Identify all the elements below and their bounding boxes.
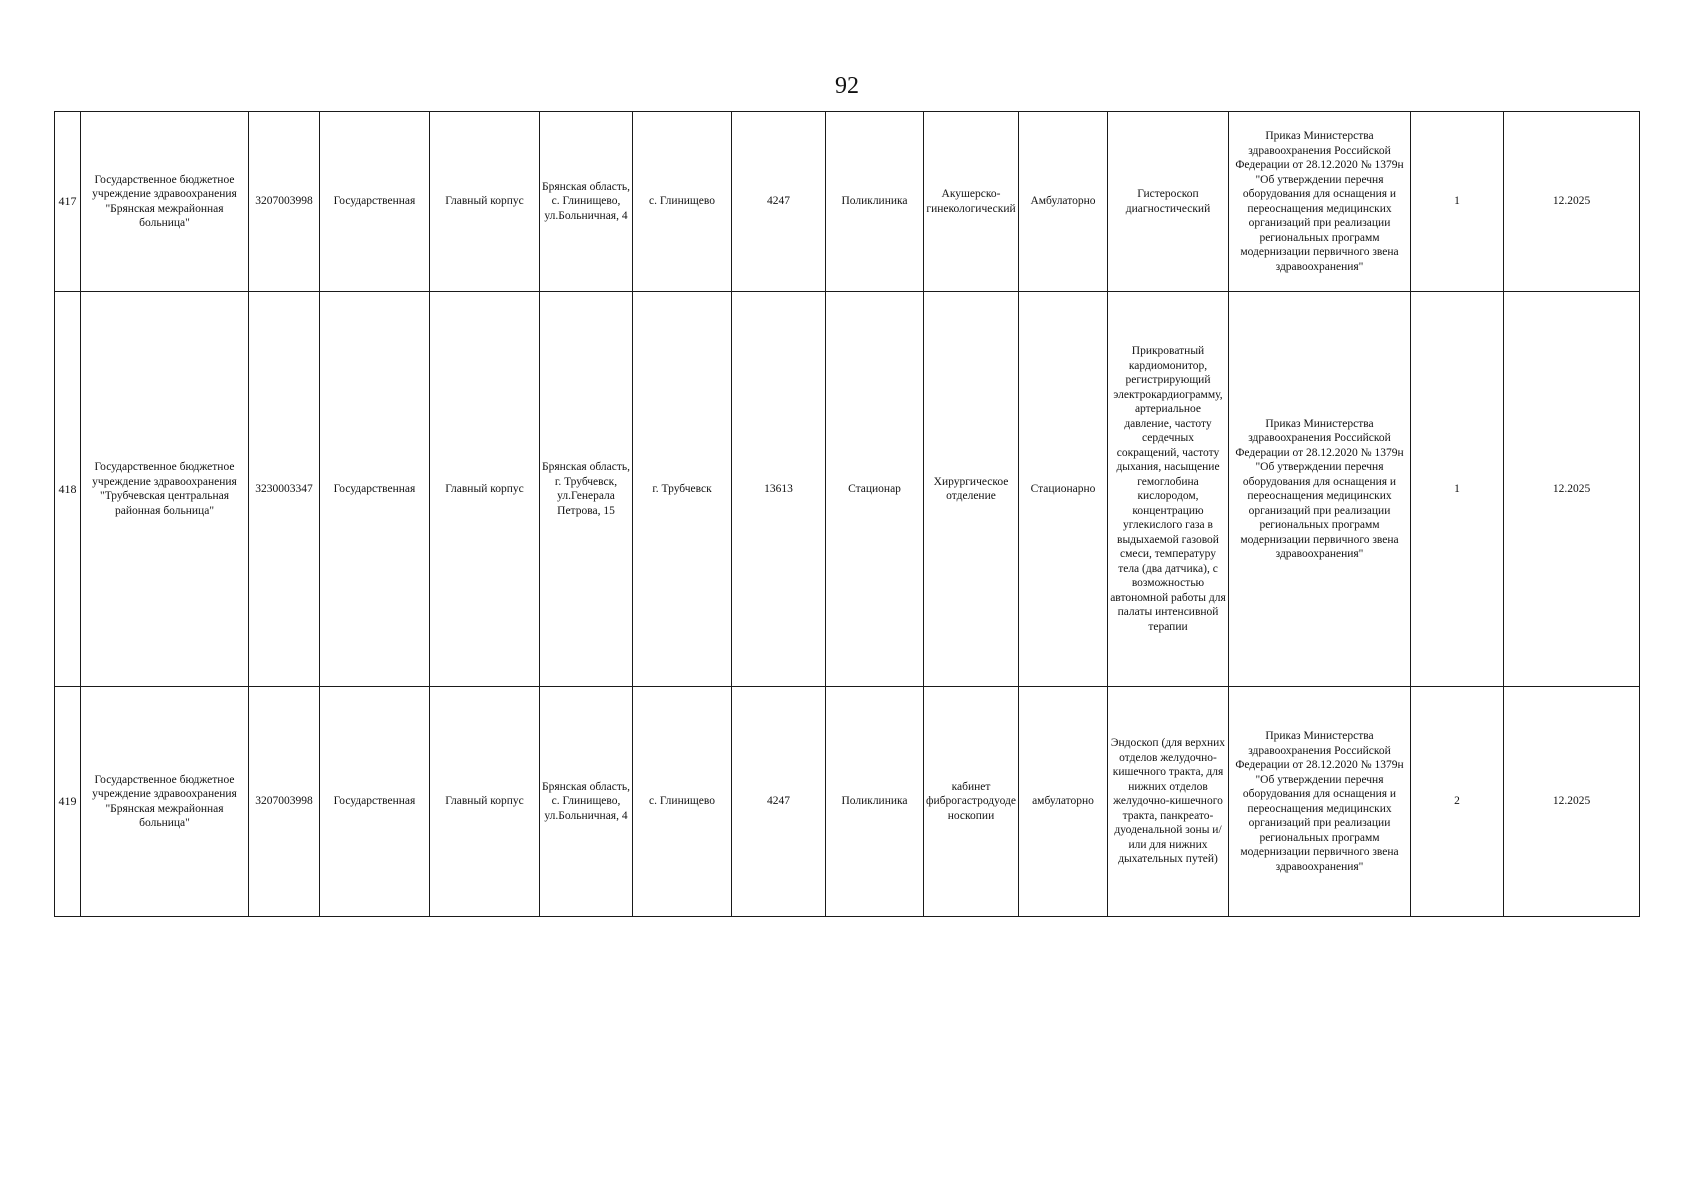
locality-cell: г. Трубчевск	[633, 292, 732, 687]
inn-cell: 3207003998	[249, 687, 320, 917]
table-row	[55, 292, 1640, 687]
department-cell: Хирургическое отделение	[924, 292, 1019, 687]
row-number-cell: 417	[55, 112, 81, 292]
address-cell: Брянская область, г. Трубчевск, ул.Генерала Петрова, 15	[540, 292, 633, 687]
deadline-cell: 12.2025	[1504, 112, 1640, 292]
equipment-table	[54, 111, 1640, 917]
population-cell: 13613	[732, 292, 826, 687]
address-cell: Брянская область, с. Глинищево, ул.Больничная, 4	[540, 112, 633, 292]
building-cell: Главный корпус	[430, 292, 540, 687]
inn-cell: 3207003998	[249, 112, 320, 292]
order-cell: Приказ Министерства здравоохранения Российской Федерации от 28.12.2020 № 1379н "Об утверждении перечня оборудования для оснащения и переоснащения медицинских организаций при реализации региональных программ модернизации первичного звена здравоохранения"	[1229, 687, 1411, 917]
unit-type-cell: Поликлиника	[826, 687, 924, 917]
care-mode-cell: Амбулаторно	[1019, 112, 1108, 292]
locality-cell: с. Глинищево	[633, 687, 732, 917]
care-mode-cell: Стационарно	[1019, 292, 1108, 687]
ownership-cell: Государственная	[320, 292, 430, 687]
building-cell: Главный корпус	[430, 687, 540, 917]
inn-cell: 3230003347	[249, 292, 320, 687]
building-cell: Главный корпус	[430, 112, 540, 292]
deadline-cell: 12.2025	[1504, 292, 1640, 687]
equipment-cell: Эндоскоп (для верхних отделов желудочно-кишечного тракта, для нижних отделов желудочно-кишечного тракта, панкреато-дуоденальной зоны и/или для нижних дыхательных путей)	[1108, 687, 1229, 917]
page-number: 92	[835, 73, 859, 99]
locality-cell: с. Глинищево	[633, 112, 732, 292]
department-cell: Акушерско-гинекологический	[924, 112, 1019, 292]
equipment-cell: Гистероскоп диагностический	[1108, 112, 1229, 292]
deadline-cell: 12.2025	[1504, 687, 1640, 917]
department-cell: кабинет фиброгастродуоденоскопии	[924, 687, 1019, 917]
organization-cell: Государственное бюджетное учреждение здравоохранения "Брянская межрайонная больница"	[81, 112, 249, 292]
ownership-cell: Государственная	[320, 112, 430, 292]
table-row	[55, 112, 1640, 292]
row-number-cell: 418	[55, 292, 81, 687]
row-number-cell: 419	[55, 687, 81, 917]
order-cell: Приказ Министерства здравоохранения Российской Федерации от 28.12.2020 № 1379н "Об утверждении перечня оборудования для оснащения и переоснащения медицинских организаций при реализации региональных программ модернизации первичного звена здравоохранения"	[1229, 292, 1411, 687]
order-cell: Приказ Министерства здравоохранения Российской Федерации от 28.12.2020 № 1379н "Об утверждении перечня оборудования для оснащения и переоснащения медицинских организаций при реализации региональных программ модернизации первичного звена здравоохранения"	[1229, 112, 1411, 292]
quantity-cell: 1	[1411, 292, 1504, 687]
equipment-cell: Прикроватный кардиомонитор, регистрирующий электрокардиограмму, артериальное давление, частоту сердечных сокращений, частоту дыхания, насыщение гемоглобина кислородом, концентрацию углекислого газа в выдыхаемой газовой смеси, температуру тела (два датчика), с возможностью автономной работы для палаты интенсивной терапии	[1108, 292, 1229, 687]
organization-cell: Государственное бюджетное учреждение здравоохранения "Трубчевская центральная районная больница"	[81, 292, 249, 687]
unit-type-cell: Поликлиника	[826, 112, 924, 292]
quantity-cell: 2	[1411, 687, 1504, 917]
address-cell: Брянская область, с. Глинищево, ул.Больничная, 4	[540, 687, 633, 917]
ownership-cell: Государственная	[320, 687, 430, 917]
population-cell: 4247	[732, 687, 826, 917]
quantity-cell: 1	[1411, 112, 1504, 292]
population-cell: 4247	[732, 112, 826, 292]
unit-type-cell: Стационар	[826, 292, 924, 687]
table-row	[55, 687, 1640, 917]
organization-cell: Государственное бюджетное учреждение здравоохранения "Брянская межрайонная больница"	[81, 687, 249, 917]
care-mode-cell: амбулаторно	[1019, 687, 1108, 917]
